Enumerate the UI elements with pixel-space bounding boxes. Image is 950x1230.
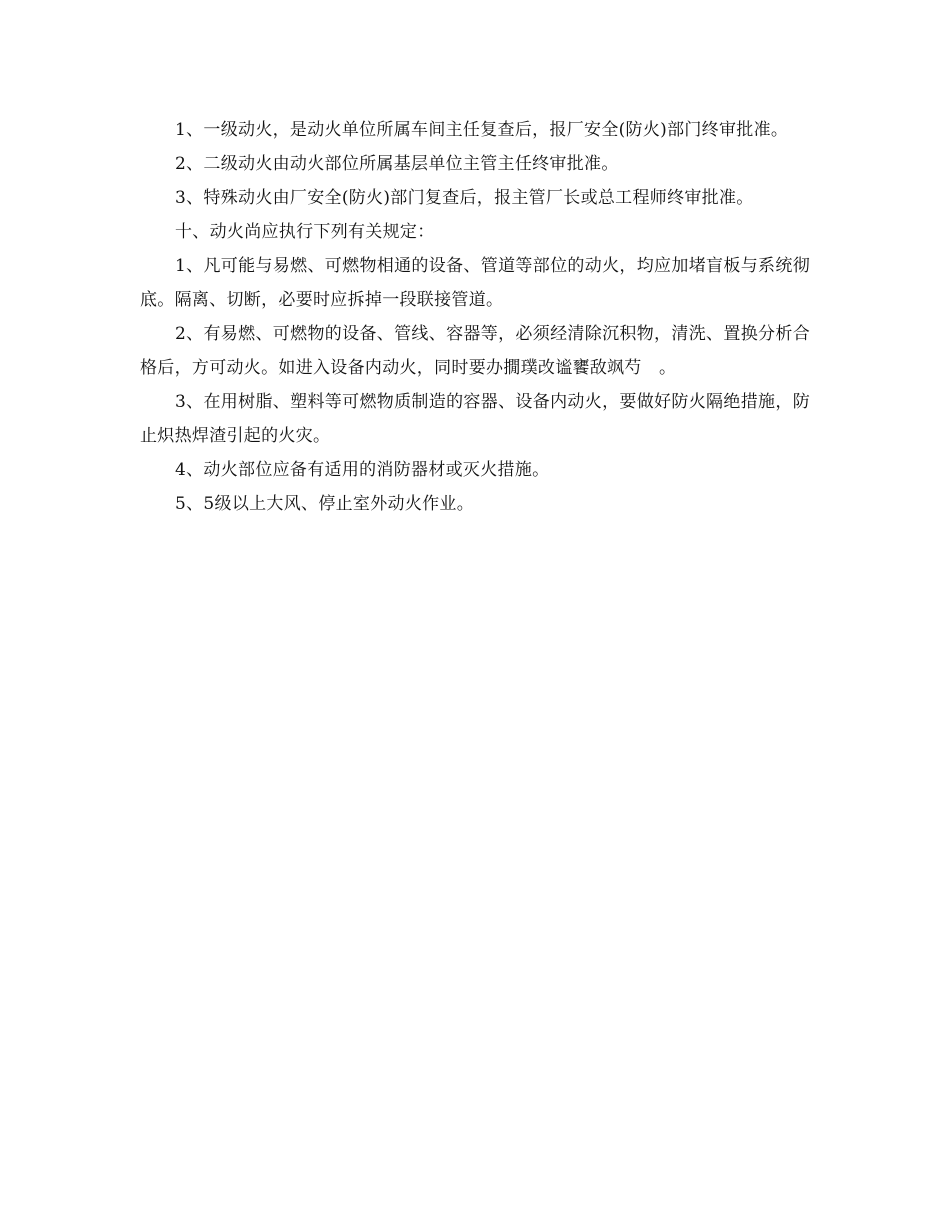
paragraph-rule-3: 3、在用树脂、塑料等可燃物质制造的容器、设备内动火，要做好防火隔绝措施，防止炽热焊渣引起的火灾。 — [140, 392, 810, 446]
paragraph-rule-2: 2、有易燃、可燃物的设备、管线、容器等，必须经清除沉积物，清洗、置换分析合格后，方可动火。如进入设备内动火，同时要办撊璞改谧饔敌飒芍 。 — [140, 324, 810, 378]
paragraph-rule-1: 1、凡可能与易燃、可燃物相通的设备、管道等部位的动火，均应加堵盲板与系统彻底。隔离、切断，必要时应拆掉一段联接管道。 — [140, 256, 810, 310]
paragraph-level-one-approval: 1、一级动火，是动火单位所属车间主任复查后，报厂安全(防火)部门终审批准。 — [175, 120, 789, 140]
paragraph-rule-4: 4、动火部位应备有适用的消防器材或灭火措施。 — [175, 460, 550, 480]
section-heading-ten: 十、动火尚应执行下列有关规定： — [175, 222, 435, 242]
paragraph-special-approval: 3、特殊动火由厂安全(防火)部门复查后，报主管厂长或总工程师终审批准。 — [175, 188, 754, 208]
paragraph-rule-5: 5、5级以上大风、停止室外动火作业。 — [175, 494, 475, 514]
document-body — [140, 113, 810, 521]
paragraph-level-two-approval: 2、二级动火由动火部位所属基层单位主管主任终审批准。 — [175, 154, 619, 174]
